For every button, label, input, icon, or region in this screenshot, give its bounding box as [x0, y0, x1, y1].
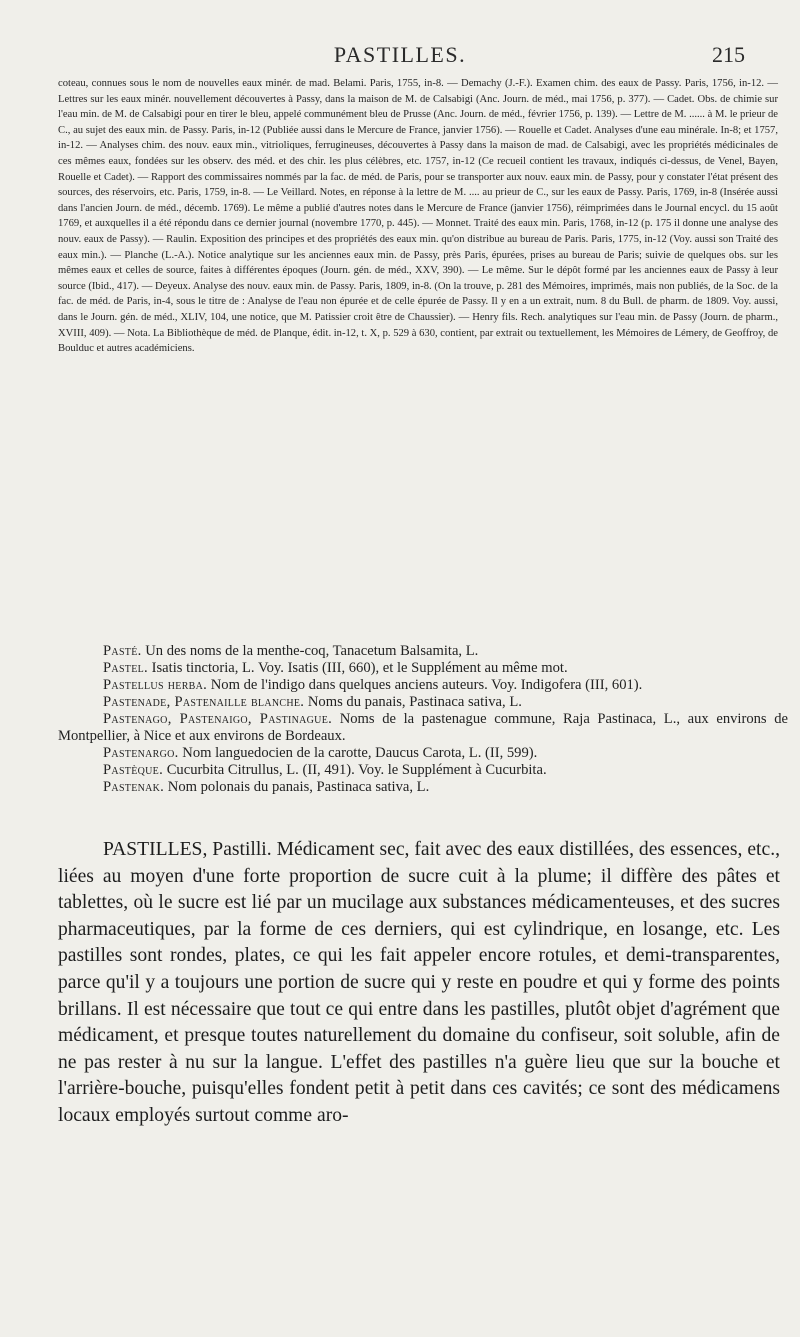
main-article-pastilles: PASTILLES, Pastilli. Médicament sec, fait avec des eaux distillées, des essences, etc., liées au moyen d'une forte proportion de sucre cuit à la plume; il diffère des pâtes et tablettes, où le sucre est lié par un mucilage aux substances médicamenteuses, et des sucres pharmaceutiques, par la forme de ces derniers, qui est cylindrique, en losange, etc. Les pastilles sont rondes, plates, ce qui les fait appeler encore rotules, et demi-transparentes, parce qu'il y a toujours une portion de sucre qui y reste en poudre et qui y forme des points brillans. Il est nécessaire que tout ce qui entre dans les pastilles, plutôt objet d'agrément que médicament, et presque toutes naturellement du domaine du confiseur, soit soluble, afin de ne pas rester à nu sur la langue. L'effet des pastilles n'a guère lieu que sur la bouche et l'arrière-bouche, puisqu'elles fondent petit à petit dans ces cavités; ce sont des médicamens locaux employés surtout comme aro-	[58, 839, 780, 1126]
entry-head: Pastellus herba.	[103, 677, 208, 693]
entry-text: Noms du panais, Pastinaca sativa, L.	[307, 694, 522, 710]
entry-head: Pastenargo.	[103, 745, 179, 761]
entry-head: Pasté.	[103, 643, 142, 659]
entry-pastenago	[58, 711, 788, 745]
entry-head: Pastenak.	[103, 779, 165, 795]
page-number: 215	[712, 42, 745, 67]
entry-pastenade	[58, 694, 788, 711]
entry-pastenak	[58, 779, 788, 796]
entry-head: Pastel.	[103, 660, 148, 676]
entry-head: Pastenade, Pastenaille blanche.	[103, 694, 305, 710]
entry-text: Un des noms de la menthe-coq, Tanacetum Balsamita, L.	[145, 643, 479, 659]
entry-paste	[58, 643, 788, 660]
entry-head: Pastèque.	[103, 762, 164, 778]
entry-text: Nom de l'indigo dans quelques anciens auteurs. Voy. Indigofera (III, 601).	[210, 677, 643, 693]
entry-pasteque	[58, 762, 788, 779]
entry-pastellus	[58, 677, 788, 694]
entry-text: Cucurbita Citrullus, L. (II, 491). Voy. le Supplément à Cucurbita.	[166, 762, 547, 778]
entry-text: Isatis tinctoria, L. Voy. Isatis (III, 660), et le Supplément au même mot.	[151, 660, 568, 676]
entry-text: Nom languedocien de la carotte, Daucus Carota, L. (II, 599).	[182, 745, 538, 761]
entry-pastel	[58, 660, 788, 677]
entry-text: Nom polonais du panais, Pastinaca sativa, L.	[167, 779, 430, 795]
running-head	[0, 42, 800, 72]
entry-head: Pastenago, Pastenaigo, Pastinague.	[103, 711, 333, 727]
entry-list	[58, 643, 788, 796]
entry-pastenargo	[58, 745, 788, 762]
entry-text: Noms de la pastenague commune, Raja Pastinaca, L., aux environs de Montpellier, à Nice et aux environs de Bordeaux.	[58, 711, 788, 744]
bibliography-block: coteau, connues sous le nom de nouvelles eaux minér. de mad. Belami. Paris, 1755, in-8. — Demachy (J.-F.). Examen chim. des eaux de Passy. Paris, 1756, in-12. — Lettres sur les eaux minér. nouvellement découvertes à Passy, dans la maison de M. de Calsabigi (Anc. Journ. de méd., mai 1756, p. 377). — Cadet. Obs. de chimie sur l'eau min. de M. de Calsabigi pour en tirer le bleu, appelé communément bleu de Prusse (Anc. Journ. de méd., février 1756, p. 139). — Lettre de M. ...... à M. le prieur de C., au sujet des eaux min. de Passy. Paris, in-12 (Publiée aussi dans le Mercure de France, janvier 1756). — Rouelle et Cadet. Analyses d'une eau minérale. In-8; et 1757, in-12. — Analyses chim. des nouv. eaux min., vitrioliques, ferrugineuses, découvertes à Passy dans la maison de mad. de Calsabigi, avec les propriétés médicinales de ces mêmes eaux, fondées sur les observ. des méd. et des chir. les plus célèbres, etc. 1757, in-12 (Ce recueil contient les travaux, indiqués ci-dessus, de Venel, Bayen, Rouelle et Cadet). — Rapport des commissaires nommés par la fac. de méd. de Paris, pour se transporter aux nouv. eaux min. de Passy, pour y constater l'état présent des sources, des réservoirs, etc. Paris, 1759, in-8. — Le Veillard. Notes, en réponse à la lettre de M. .... au prieur de C., sur les eaux de Passy. Paris, 1769, in-8 (Insérée aussi dans l'ancien Journ. de méd., décemb. 1769). Le même a publié d'autres notes dans le Mercure de France (janvier 1756), réimprimées dans le Journal encycl. du 15 août 1769, et auxquelles il a été répondu dans ce dernier journal (novembre 1770, p. 445). — Monnet. Traité des eaux min. Paris, 1768, in-12 (p. 175 il donne une analyse des nouv. eaux de Passy). — Raulin. Exposition des principes et des propriétés des eaux min. qu'on distribue au bureau de Paris. Paris, 1775, in-12 (Voy. aussi son Traité des eaux min.). — Planche (L.-A.). Notice analytique sur les anciennes eaux min. de Passy, près Paris, épurées, prises au bureau de Paris; suivie de quelques obs. sur les mêmes eaux et celles de source, faites à différentes époques (Journ. gén. de méd., XXV, 390). — Le même. Sur le dépôt formé par les anciennes eaux de Passy à leur source (Ibid., 417). — Deyeux. Analyse des nouv. eaux min. de Passy. Paris, 1809, in-8. (On la trouve, p. 281 des Mémoires, imprimés, mais non publiés, de la Soc. de la fac. de méd. de Paris, in-4, sous le titre de : Analyse de l'eau non épurée et de celle épurée de Passy. Il y en a un extrait, num. 8 du Bull. de pharm. de 1809. Voy. aussi, dans le Journ. gén. de méd., XLIV, 104, une notice, que M. Patissier croit être de Chaussier). — Henry fils. Rech. analytiques sur l'eau min. de Passy (Journ. de pharm., XVIII, 409). — Nota. La Bibliothèque de méd. de Planque, édit. in-12, t. X, p. 529 à 630, contient, par extrait ou textuellement, les Mémoires de Lémery, de Geoffroy, de Boulduc et autres académiciens.	[58, 78, 778, 355]
running-title: PASTILLES.	[333, 42, 467, 67]
